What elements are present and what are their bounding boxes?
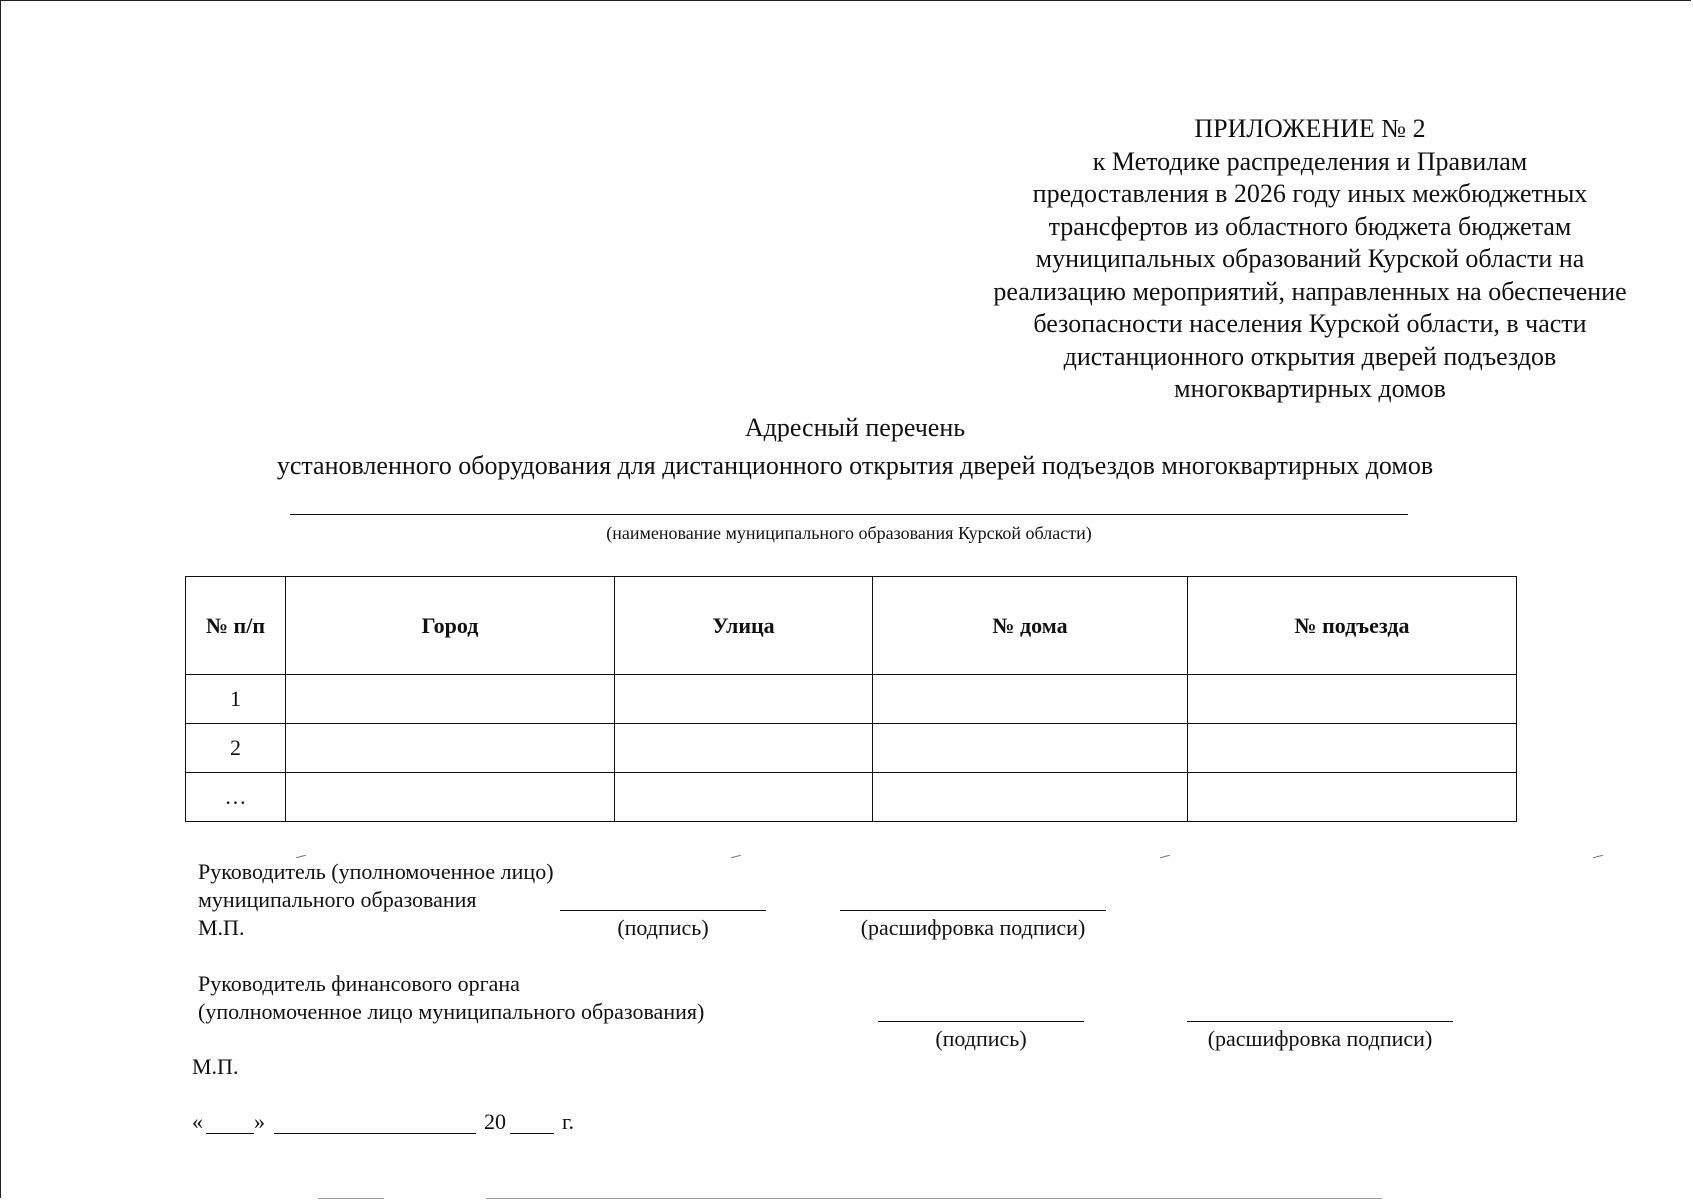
date-open-quote: « (192, 1109, 203, 1134)
date-year-suffix: г. (562, 1109, 575, 1134)
table-header-row (186, 577, 1517, 675)
header-entrance: № подъезда (1188, 577, 1517, 675)
appendix-line: реализацию мероприятий, направленных на обеспечение (993, 276, 1627, 306)
cell-city[interactable] (286, 675, 615, 724)
cell-entrance[interactable] (1188, 773, 1517, 822)
address-table (185, 576, 1517, 822)
header-house: № дома (873, 577, 1188, 675)
table-row (186, 724, 1517, 773)
head-title-line2: муниципального образования (198, 887, 477, 912)
finance-title-line2: (уполномоченное лицо муниципального образования) (198, 999, 705, 1024)
table-row (186, 773, 1517, 822)
cell-number: 2 (186, 724, 286, 773)
head-title-line1: Руководитель (уполномоченное лицо) (198, 859, 554, 884)
appendix-line: трансфертов из областного бюджета бюджетам (1048, 211, 1572, 241)
head-signature-line[interactable] (560, 910, 766, 911)
head-decoding-caption: (расшифровка подписи) (860, 915, 1086, 940)
header-city: Город (286, 577, 615, 675)
scan-edge (318, 1198, 384, 1199)
head-stamp: М.П. (198, 915, 245, 940)
appendix-line: многоквартирных домов (1174, 374, 1446, 403)
date-day-line[interactable] (206, 1133, 254, 1134)
appendix-line: дистанционного открытия дверей подъездов (1063, 341, 1557, 371)
cell-house[interactable] (873, 773, 1188, 822)
appendix-line: безопасности населения Курской области, в части (1033, 309, 1587, 338)
appendix-title: ПРИЛОЖЕНИЕ № 2 (1194, 114, 1426, 143)
finance-stamp: М.П. (192, 1054, 239, 1079)
date-month-line[interactable] (274, 1133, 476, 1134)
cell-house[interactable] (873, 675, 1188, 724)
appendix-line: к Методике распределения и Правилам (1092, 146, 1528, 176)
cell-street[interactable] (615, 675, 873, 724)
date-year-prefix: 20 (484, 1109, 506, 1134)
finance-decoding-line[interactable] (1187, 1021, 1453, 1022)
cell-city[interactable] (286, 724, 615, 773)
municipality-caption: (наименование муниципального образования Курской области) (606, 523, 1092, 543)
finance-title-line1: Руководитель финансового органа (198, 971, 520, 996)
document-title: Адресный перечень (744, 413, 966, 442)
header-number: № п/п (186, 577, 286, 675)
finance-signature-caption: (подпись) (935, 1026, 1027, 1051)
cell-city[interactable] (286, 773, 615, 822)
date-close-quote: » (254, 1109, 265, 1134)
appendix-line: муниципальных образований Курской области на (1035, 244, 1585, 273)
cell-number: 1 (186, 675, 286, 724)
head-signature-caption: (подпись) (617, 915, 709, 940)
cell-entrance[interactable] (1188, 724, 1517, 773)
cell-street[interactable] (615, 773, 873, 822)
cell-street[interactable] (615, 724, 873, 773)
cell-house[interactable] (873, 724, 1188, 773)
scan-edge (486, 1198, 1382, 1199)
finance-signature-line[interactable] (878, 1021, 1084, 1022)
cell-entrance[interactable] (1188, 675, 1517, 724)
table-row (186, 675, 1517, 724)
appendix-line: предоставления в 2026 году иных межбюджетных (1032, 179, 1588, 208)
header-street: Улица (615, 577, 873, 675)
appendix-header (950, 113, 1670, 406)
head-decoding-line[interactable] (840, 910, 1106, 911)
document-subtitle: установленного оборудования для дистанционного открытия дверей подъездов многоквартирных домов (276, 451, 1434, 480)
date-year-line[interactable] (510, 1133, 554, 1134)
cell-number: … (186, 773, 286, 822)
finance-decoding-caption: (расшифровка подписи) (1207, 1026, 1433, 1051)
municipality-name-line[interactable] (290, 514, 1408, 515)
